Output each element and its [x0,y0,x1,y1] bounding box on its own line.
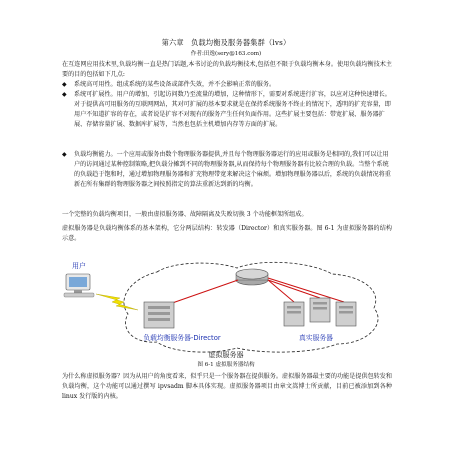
diamond-bullet-icon: ◆ [62,91,67,98]
bullet-text: 系统高可用性。组成系统的某些设备或部件失效，并不会影响正常的服务。 [74,81,276,88]
user-label: 用户 [72,262,86,270]
bullet-item-scalability [62,90,392,130]
director-server-icon [144,302,174,328]
diamond-bullet-icon: ◆ [62,151,67,158]
real-server-icon [310,298,330,322]
user-computer-icon [64,274,94,297]
director-label: 负载均衡服务器-Director [143,334,221,342]
real-server-label: 真实服务器 [299,334,333,342]
framework-paragraph: 一个完整的负载均衡项目，一般由虚拟服务器、故障隔离及失败切换 3 个功能框架所组成。 [62,211,308,218]
bullet-text: 负载均衡能力。一个应用或服务由数个物理服务器提供,并且每个物理服务器运行的应用或服务是相同的,我们可以让用户的访问通过某种控制策略,把负载分摊到不同的物理服务器,从而保持每个物理服务器有比较合理的负载。当整个系统的负载趋于饱和时，通过增加物理服务器和扩充物理带宽来解决这个麻烦。增加物理服务器以后，系统的负载情况将重新在所有集群的物理服务器之间按照指定的算法重新达到新的均衡。 [74,151,391,188]
author-line: 作者:田逸(sery@163.com) [190,51,262,57]
figure-caption: 图 6-1 虚拟服务器结构 [197,362,255,368]
real-server-icon [284,302,304,326]
bullet-item-load-balancing [62,150,392,190]
bullet-item-availability [62,80,392,90]
router-icon [236,269,268,285]
bullet-text: 系统可扩展性。用户的增加，引起访问数乃至流量的增加，这种情形下，需要对系统进行扩容，以应对这种快速增长。对于提供高可用服务的互联网网站，其对可扩展的基本要求就是在保持系统服务不终止的情况下，透明的扩充容量，即用户不知道扩容的存在，或者说是扩容不对现有的服务产生任何负面作用。这些扩展主要包括：带宽扩展、服务器扩展、存储容量扩展、数据库扩展等，当然也包括主机增加内存等方面的扩展。 [74,91,391,128]
diamond-bullet-icon: ◆ [62,81,67,88]
virtual-server-paragraph: 虚拟服务器是负载均衡体系的基本架构，它分两层结构：转发器（Director）和真实服务器。图 6-1 为虚拟服务器的结构示意。 [62,225,392,242]
virtual-server-figure [62,258,394,356]
figure-diagram [62,258,394,356]
lightning-link-icon [96,294,138,310]
real-server-icon [336,302,356,326]
cloud-label: 虚拟服务器 [208,351,244,359]
intro-paragraph: 在互连网应用技术里,负载均衡一直是热门话题,本书讨论的负载均衡技术,包括但不限于负载均衡本身。使用负载均衡技术主要的目的包括如下几点: [62,61,392,78]
chapter-title: 第六章 负载均衡及服务器集群（lvs） [161,38,291,47]
why-virtual-paragraph: 为什么称虚拟服务器？因为从用户的角度看来，似乎只是一个服务器在提供服务。虚拟服务器最主要的功能是提供包转发和负载均衡，这个功能可以通过撰写 ipvsadm 脚本具体实现。虚拟服务器项目由章文嵩博士所贡献，目前已被添加到各种 linux 发行版的内核。 [62,373,392,400]
